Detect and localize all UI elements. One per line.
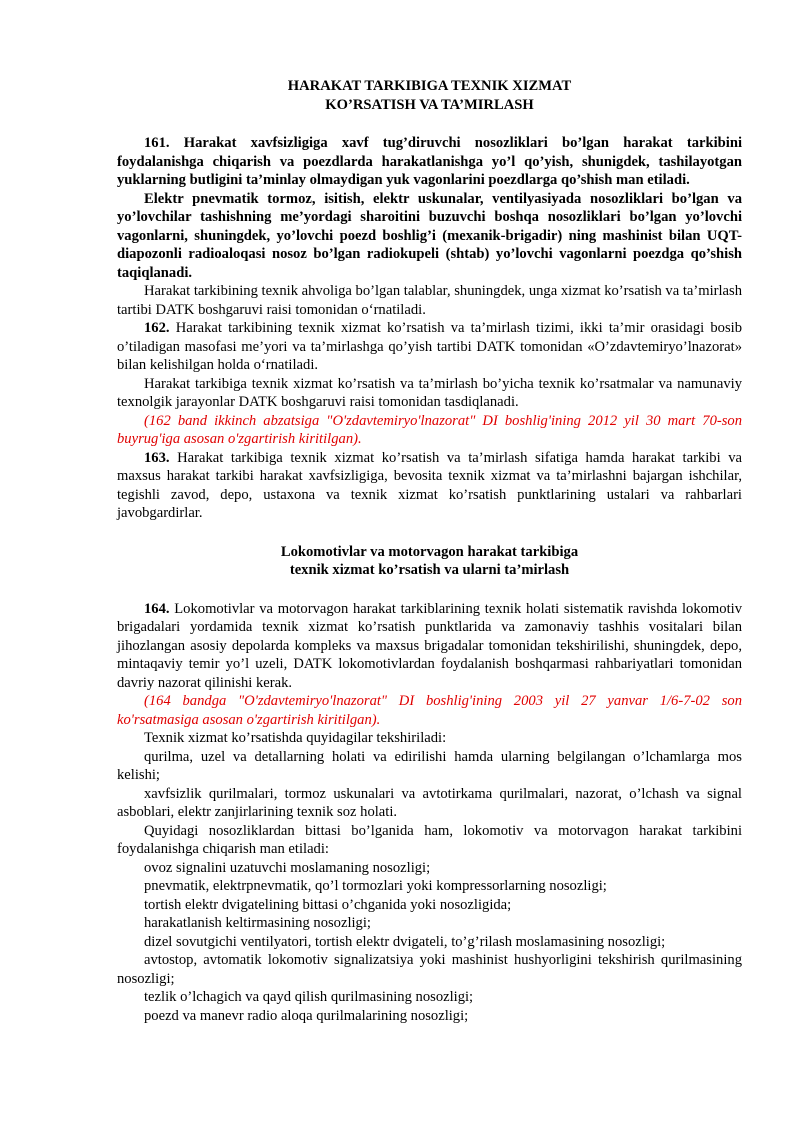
list-item: xavfsizlik qurilmalari, tormoz uskunalari va avtotirkama qurilmalari, nazorat, o’lchash va signal asboblari, elektr zanjirlarining texnik soz holati. xyxy=(117,785,742,820)
amendment-note-164: (164 bandga "O'zdavtemiryo'lnazorat" DI boshlig'ining 2003 yil 27 yanvar 1/6-7-02 son ko'rsatmasiga asosan o'zgartirish kiritilgan). xyxy=(117,693,742,728)
paragraph-text: Lokomotivlar va motorvagon harakat tarkiblarining texnik holati sistematik ravishda lokomotiv brigadalari yordamida texnik xizmat ko’rsatish punktlarida va zamonaviy tashhis vositalari bilan jihozlangan asosiy depolarda kompleks va maxsus brigadalar tomonidan tekshirilishi, shuningdek, depo, mintaqaviy temir yo’l uzeli, DATK lokomotivlardan foydalanish boshqarmasi rahbariyatlari tomonidan davriy nazorat qilinishi kerak. xyxy=(117,600,742,691)
paragraph-162 xyxy=(117,319,742,375)
paragraph-number: 163. xyxy=(144,449,170,466)
list-item: avtostop, avtomatik lokomotiv signalizatsiya yoki mashinist hushyorligini tekshirish qurilmasining nosozligi; xyxy=(117,952,742,987)
paragraph-text: Harakat tarkibining texnik xizmat ko’rsatish va ta’mirlash tizimi, ikki ta’mir orasidagi bosib o’tiladigan masofasi me’yori va ta’mirlashga qo’yish tartibi DATK tomonidan «O’zdavtemiryo’lnazorat» bilan kelishilgan holda o‘rnatiladi. xyxy=(117,320,742,373)
section-heading xyxy=(117,77,742,114)
list-item: poezd va manevr radio aloqa qurilmalarining nosozligi; xyxy=(144,1007,469,1024)
text-line: Quyidagi nosozliklardan bittasi bo’lganida ham, lokomotiv va motorvagon harakat tarkibini foydalanishga chiqarish man etiladi: xyxy=(117,822,742,857)
list-item: ovoz signalini uzatuvchi moslamaning nosozligi; xyxy=(144,859,431,876)
amendment-note-162: (162 band ikkinch abzatsiga "O'zdavtemiryo'lnazorat" DI boshlig'ining 2012 yil 30 mart 70-son buyrug'iga asosan o'zgartirish kiritilgan). xyxy=(117,412,742,447)
list-item: tortish elektr dvigatelining bittasi o’chganida yoki nosozligida; xyxy=(144,896,512,913)
paragraph-number: 162. xyxy=(144,320,170,336)
paragraph-161: 161. Harakat xavfsizligiga xavf tug’diruvchi nosozliklari bo’lgan harakat tarkibini foydalanishga chiqarish va poezdlarda harakatlanishga yo’l qo’yish, shunigdek, tashilayotgan yuklarning butligini ta’minlay olmaydigan yuk vagonlarini poezdlarga qo’shish man etiladi. xyxy=(117,135,742,188)
paragraph-text: Harakat tarkibiga texnik xizmat ko’rsatish va ta’mirlash sifatiga hamda harakat tarkibi va maxsus harakat tarkibi harakat xavfsizligiga, bevosita texnik xizmat va ta’mirlashni bajargan ishchilar, tegishli zavod, depo, ustaxona va texnik xizmat ko’rsatish punktlarining ustalari va rahbarlari javobgardirlar. xyxy=(117,449,742,521)
subsection-heading-line-2: texnik xizmat ko’rsatish va ularni ta’mirlash xyxy=(289,562,570,578)
subsection-heading-line-1: Lokomotivlar va motorvagon harakat tarkibiga xyxy=(280,543,579,560)
document-body xyxy=(117,77,742,1025)
paragraph-161-second: Elektr pnevmatik tormoz, isitish, elektr uskunalar, ventilyasiyada nosozliklari bo’lgan va yo’lovchilar tashishning me’yordagi sharoitini buzuvchi boshqa nosozliklari bo’lgan yo’lovchi vagonlarni, shuningdek, yo’lovchi poezd boshlig’i (mexanik-brigadir) ning mashinist bilan UQT-diapozonli radioaloqasi nosoz bo’lgan radiokupeli (shtab) yo’lovchi vagonlarni poezdga qo’shish taqiqlanadi. xyxy=(117,190,742,281)
list-item: qurilma, uzel va detallarning holati va edirilishi hamda ularning belgilangan o’lchamlarga mos kelishi; xyxy=(117,748,742,783)
text-line: Texnik xizmat ko’rsatishda quyidagilar tekshiriladi: xyxy=(144,730,447,746)
section-heading-line-1: HARAKAT TARKIBIGA TEXNIK XIZMAT xyxy=(287,78,572,94)
paragraph-162-second: Harakat tarkibiga texnik xizmat ko’rsatish va ta’mirlash bo’yicha texnik ko’rsatmalar va namunaviy texnolgik jarayonlar DATK boshgaruvi raisi tomonidan tasdiqlanadi. xyxy=(117,375,742,410)
list-item: harakatlanish keltirmasining nosozligi; xyxy=(144,915,371,931)
paragraph-164 xyxy=(117,600,742,693)
subsection-heading xyxy=(117,543,742,580)
list-item: pnevmatik, elektrpnevmatik, qo’l tormozlari yoki kompressorlarning nosozligi; xyxy=(144,878,607,894)
paragraph-161-third: Harakat tarkibining texnik ahvoliga bo’lgan talablar, shuningdek, unga xizmat ko’rsatish va ta’mirlash tartibi DATK boshgaruvi raisi tomonidan o‘rnatiladi. xyxy=(117,283,742,318)
paragraph-163 xyxy=(117,449,742,523)
list-item: dizel sovutgichi ventilyatori, tortish elektr dvigateli, to’g’rilash moslamasining nosozligi; xyxy=(144,933,666,950)
list-item: tezlik o’lchagich va qayd qilish qurilmasining nosozligi; xyxy=(144,989,474,1005)
section-heading-line-2: KO’RSATISH VA TA’MIRLASH xyxy=(325,96,534,113)
paragraph-number: 164. xyxy=(144,600,170,617)
